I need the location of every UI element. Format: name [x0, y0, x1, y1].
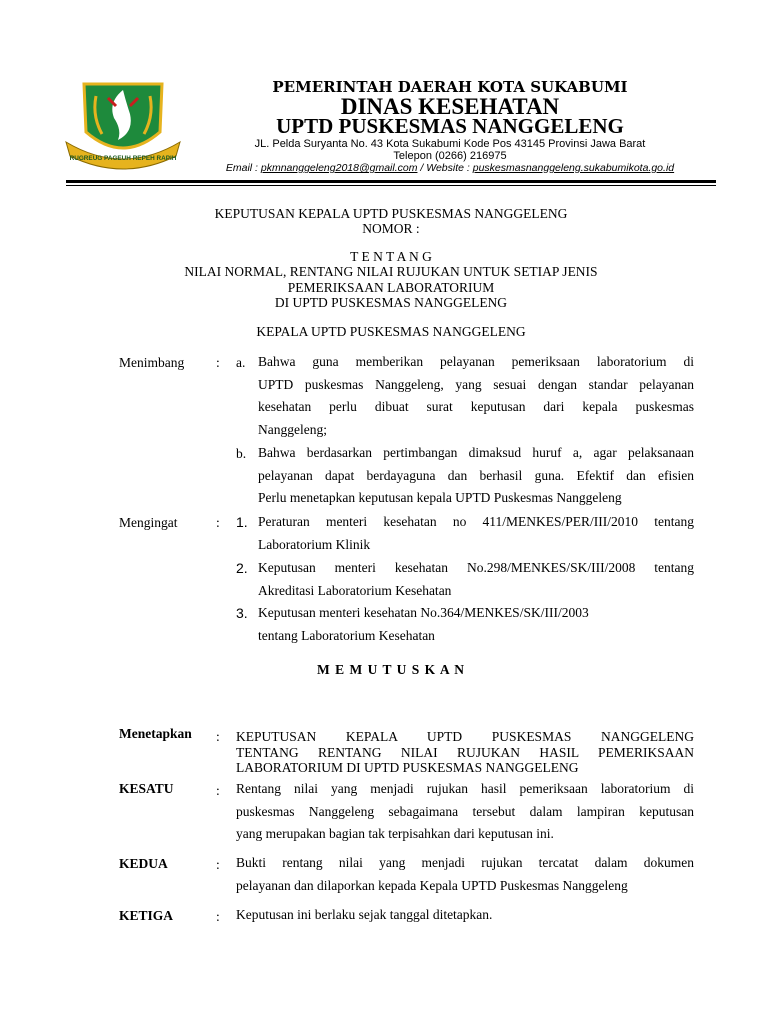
- kedua-text: [236, 852, 694, 897]
- decree-title: KEPUTUSAN KEPALA UPTD PUSKESMAS NANGGELENG: [214, 206, 568, 221]
- mengingat-marker-1: 1.: [236, 514, 248, 530]
- menimbang-b-line: pelayanan dapat berdayaguna dan berhasil guna. Efektif dan efisien: [258, 467, 694, 483]
- contact-separator: /: [417, 162, 427, 174]
- government-name: PEMERINTAH DAERAH KOTA SUKABUMI: [272, 78, 628, 96]
- menetapkan-label: Menetapkan: [119, 726, 192, 741]
- menimbang-item-b: [258, 442, 694, 510]
- letterhead-divider-thin: [66, 185, 716, 186]
- mengingat-2-line: Keputusan menteri kesehatan No.298/MENKES/SK/III/2008 tentang: [258, 560, 694, 575]
- mengingat-1-line: Laboratorium Klinik: [258, 536, 371, 552]
- ketiga-text: [236, 904, 694, 927]
- kedua-line: Bukti rentang nilai yang menjadi rujukan tercatat dalam dokumen: [236, 855, 694, 870]
- menimbang-b-line: Perlu menetapkan keputusan kepala UPTD Puskesmas Nanggeleng: [258, 490, 622, 505]
- kedua-label: KEDUA: [119, 856, 168, 871]
- contact-line: [150, 162, 750, 174]
- email-label: Email :: [225, 162, 261, 174]
- city-emblem-logo: [62, 76, 184, 174]
- email-link[interactable]: pkmnanggeleng2018@gmail.com: [260, 162, 418, 174]
- menetapkan-line: KEPUTUSAN KEPALA UPTD PUSKESMAS NANGGELENG: [236, 729, 694, 744]
- menimbang-a-line: kesehatan perlu dibuat surat keputusan dari kepala puskesmas: [258, 399, 694, 414]
- menimbang-a-line: Nanggeleng;: [258, 421, 327, 437]
- about-heading: T E N T A N G: [350, 249, 432, 264]
- mengingat-item-1: [258, 511, 694, 556]
- menimbang-label: Menimbang: [119, 355, 185, 370]
- mengingat-colon: :: [216, 515, 220, 530]
- ketiga-line: Keputusan ini berlaku sejak tanggal ditetapkan.: [236, 907, 493, 922]
- mengingat-label: Mengingat: [119, 515, 178, 530]
- menimbang-marker-b: b.: [236, 446, 247, 461]
- head-title: KEPALA UPTD PUSKESMAS NANGGELENG: [256, 324, 526, 339]
- emblem-motto-text: RUGREUG PAGEUH REPEH RAPIH: [69, 155, 177, 162]
- mengingat-item-3: [258, 602, 694, 647]
- agency-name: DINAS KESEHATAN: [340, 94, 560, 119]
- kedua-colon: :: [216, 857, 220, 872]
- ketiga-colon: :: [216, 909, 220, 924]
- menimbang-item-a: [258, 351, 694, 441]
- mengingat-marker-2: 2.: [236, 560, 248, 576]
- menetapkan-text: [236, 729, 694, 776]
- ketiga-label: KETIGA: [119, 908, 174, 923]
- address-line: JL. Pelda Suryanta No. 43 Kota Sukabumi Kode Pos 43145 Provinsi Jawa Barat: [254, 138, 646, 150]
- memutuskan-heading: M E M U T U S K A N: [317, 662, 465, 677]
- menetapkan-line: LABORATORIUM DI UPTD PUSKESMAS NANGGELENG: [236, 760, 579, 775]
- mengingat-2-line: Akreditasi Laboratorium Kesehatan: [258, 582, 452, 598]
- menimbang-b-line: Bahwa berdasarkan pertimbangan dimaksud huruf a, agar pelaksanaan: [258, 445, 694, 460]
- mengingat-marker-3: 3.: [236, 605, 248, 621]
- subject-line-2: PEMERIKSAAN LABORATORIUM: [287, 280, 495, 295]
- phone-line: Telepon (0266) 216975: [393, 150, 507, 162]
- letterhead-divider-thick: [66, 180, 716, 183]
- mengingat-3-line: Keputusan menteri kesehatan No.364/MENKES/SK/III/2003: [258, 605, 589, 620]
- mengingat-item-2: [258, 557, 694, 602]
- menetapkan-colon: :: [216, 729, 220, 744]
- subject-line-3: DI UPTD PUSKESMAS NANGGELENG: [274, 295, 508, 310]
- kesatu-text: [236, 778, 694, 846]
- menimbang-a-line: Bahwa guna memberikan pelayanan pemeriksaan laboratorium di: [258, 354, 694, 369]
- menimbang-colon: :: [216, 355, 220, 370]
- kesatu-label: KESATU: [119, 781, 174, 796]
- subject-line-1: NILAI NORMAL, RENTANG NILAI RUJUKAN UNTUK SETIAP JENIS: [184, 264, 598, 279]
- kesatu-line: yang merupakan bagian tak terpisahkan dari keputusan ini.: [236, 826, 554, 841]
- mengingat-1-line: Peraturan menteri kesehatan no 411/MENKES/PER/III/2010 tentang: [258, 514, 694, 529]
- kedua-line: pelayanan dan dilaporkan kepada Kepala UPTD Puskesmas Nanggeleng: [236, 877, 628, 893]
- website-label: Website :: [426, 162, 473, 174]
- kesatu-colon: :: [216, 783, 220, 798]
- mengingat-3-line: tentang Laboratorium Kesehatan: [258, 627, 435, 643]
- kesatu-line: Rentang nilai yang menjadi rujukan hasil pemeriksaan laboratorium di: [236, 781, 694, 796]
- unit-name: UPTD PUSKESMAS NANGGELENG: [276, 114, 624, 138]
- decree-number: NOMOR :: [362, 221, 420, 236]
- kesatu-line: puskesmas Nanggeleng sebagaimana tersebut dalam lampiran keputusan: [236, 803, 694, 819]
- menetapkan-line: TENTANG RENTANG NILAI RUJUKAN HASIL PEMERIKSAAN: [236, 744, 694, 760]
- menimbang-marker-a: a.: [236, 355, 246, 370]
- website-link[interactable]: puskesmasnanggeleng.sukabumikota.go.id: [472, 162, 675, 174]
- menimbang-a-line: UPTD puskesmas Nanggeleng, yang sesuai dengan standar pelayanan: [258, 376, 694, 392]
